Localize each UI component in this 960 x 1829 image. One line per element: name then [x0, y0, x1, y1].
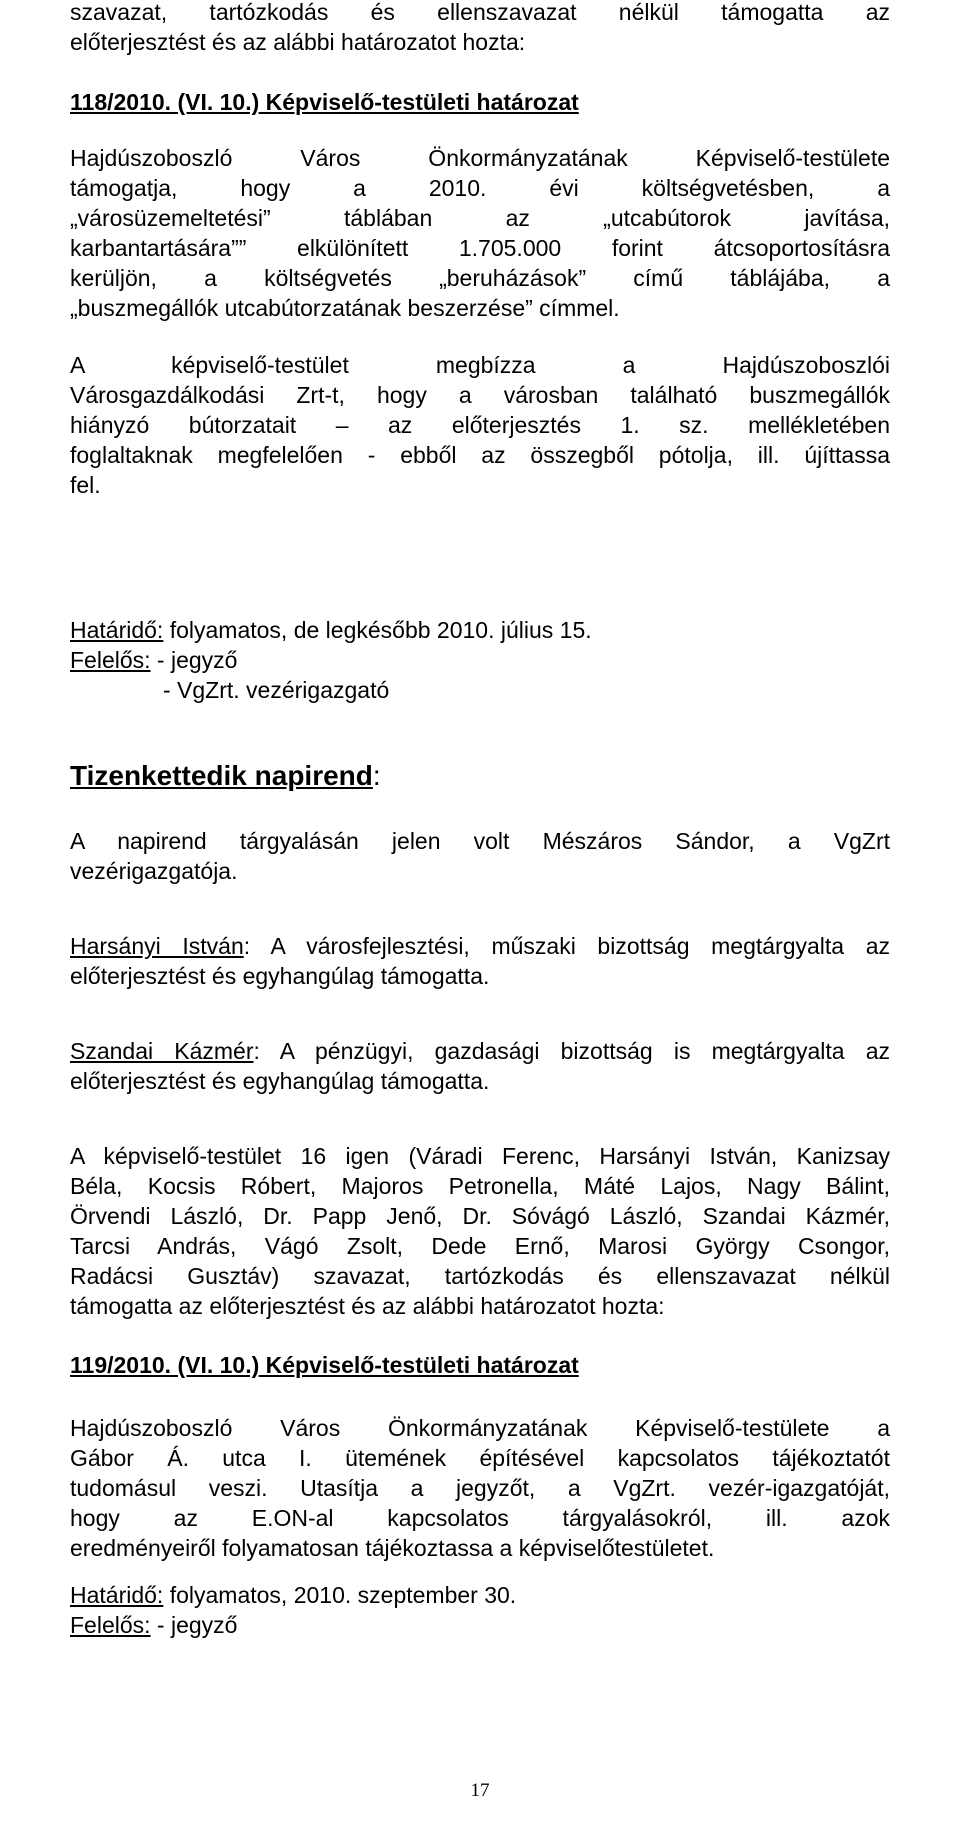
text-line: A napirend tárgyalásán jelen volt Mészáros Sándor, a VgZrt — [70, 828, 890, 854]
text-line: Radácsi Gusztáv) szavazat, tartózkodás és ellenszavazat nélkül — [70, 1263, 890, 1289]
resolution-118-deadline — [70, 615, 890, 705]
text-line: eredményeiről folyamatosan tájékoztassa a képviselőtestületet. — [70, 1535, 715, 1561]
deadline-value: folyamatos, de legkésőbb 2010. július 15. — [163, 617, 592, 643]
speaker-text: : A városfejlesztési, műszaki bizottság megtárgyalta az — [243, 933, 890, 959]
responsible-value: - VgZrt. vezérigazgató — [163, 677, 390, 703]
text-line: hiányzó bútorzatait – az előterjesztés 1. sz. mellékletében — [70, 412, 890, 438]
deadline-label: Határidő: — [70, 1582, 164, 1608]
speaker-name: Szandai Kázmér — [70, 1038, 254, 1064]
resolution-title: Képviselő-testületi határozat — [259, 89, 579, 115]
intro-line: szavazat, tartózkodás és ellenszavazat nélkül támogatta az — [70, 0, 890, 25]
speaker-text: : A pénzügyi, gazdasági bizottság is megtárgyalta az — [253, 1038, 891, 1064]
text-line: karbantartására”” elkülönített 1.705.000 forint átcsoportosításra — [70, 235, 890, 261]
speaker-name: Harsányi István — [70, 933, 244, 959]
text-line: fel. — [70, 472, 101, 498]
text-line: hogy az E.ON-al kapcsolatos tárgyalásokról, ill. azok — [70, 1505, 890, 1531]
speaker-text: előterjesztést és egyhangúlag támogatta. — [70, 1068, 490, 1094]
text-line: kerüljön, a költségvetés „beruházások” című táblájába, a — [70, 265, 890, 291]
text-line: vezérigazgatója. — [70, 858, 238, 884]
text-line: „buszmegállók utcabútorzatának beszerzése” címmel. — [70, 295, 620, 321]
resolution-118-heading — [70, 87, 579, 117]
intro-line: előterjesztést és az alábbi határozatot hozta: — [70, 29, 526, 55]
resolution-number: 118/2010. (VI. 10.) — [70, 89, 260, 115]
text-line: támogatta az előterjesztést és az alábbi határozatot hozta: — [70, 1293, 665, 1319]
resolution-title: Képviselő-testületi határozat — [259, 1352, 579, 1378]
resolution-119-deadline — [70, 1580, 890, 1640]
text-line: Gábor Á. utca I. ütemének építésével kapcsolatos tájékoztatót — [70, 1445, 890, 1471]
responsible-label: Felelős: — [70, 1612, 151, 1638]
agenda-title: Tizenkettedik napirend — [70, 760, 373, 791]
harsanyi-paragraph — [70, 931, 890, 991]
text-line: támogatja, hogy a 2010. évi költségvetésben, a — [70, 175, 890, 201]
resolution-119-heading — [70, 1350, 579, 1380]
deadline-value: folyamatos, 2010. szeptember 30. — [163, 1582, 517, 1608]
text-line: foglaltaknak megfelelően - ebből az összegből pótolja, ill. újíttassa — [70, 442, 890, 468]
text-line: tudomásul veszi. Utasítja a jegyzőt, a VgZrt. vezér-igazgatóját, — [70, 1475, 890, 1501]
text-line: Tarcsi András, Vágó Zsolt, Dede Ernő, Marosi György Csongor, — [70, 1233, 890, 1259]
resolution-118-para2 — [70, 350, 890, 500]
agenda-colon: : — [372, 760, 381, 791]
text-line: Városgazdálkodási Zrt-t, hogy a városban található buszmegállók — [70, 382, 890, 408]
text-line: Hajdúszoboszló Város Önkormányzatának Képviselő-testülete a — [70, 1415, 890, 1441]
resolution-118-para1 — [70, 143, 890, 323]
text-line: A képviselő-testület megbízza a Hajdúszoboszlói — [70, 352, 890, 378]
text-line: Béla, Kocsis Róbert, Majoros Petronella, Máté Lajos, Nagy Bálint, — [70, 1173, 890, 1199]
szandai-paragraph — [70, 1036, 890, 1096]
agenda-heading — [70, 759, 381, 793]
text-line: „városüzemeltetési” táblában az „utcabútorok javítása, — [70, 205, 890, 231]
text-line: Örvendi László, Dr. Papp Jenő, Dr. Sóvágó László, Szandai Kázmér, — [70, 1203, 890, 1229]
resolution-number: 119/2010. (VI. 10.) — [70, 1352, 260, 1378]
text-line: A képviselő-testület 16 igen (Váradi Ferenc, Harsányi István, Kanizsay — [70, 1143, 890, 1169]
speaker-text: előterjesztést és egyhangúlag támogatta. — [70, 963, 490, 989]
vote-paragraph — [70, 1141, 890, 1321]
resolution-119-para1 — [70, 1413, 890, 1563]
agenda-para1 — [70, 826, 890, 886]
responsible-label: Felelős: — [70, 647, 151, 673]
text-line: Hajdúszoboszló Város Önkormányzatának Képviselő-testülete — [70, 145, 890, 171]
deadline-label: Határidő: — [70, 617, 164, 643]
responsible-value: - jegyző — [150, 1612, 238, 1638]
page-number: 17 — [470, 1780, 490, 1801]
intro-paragraph — [70, 0, 890, 57]
responsible-value: - jegyző — [150, 647, 238, 673]
